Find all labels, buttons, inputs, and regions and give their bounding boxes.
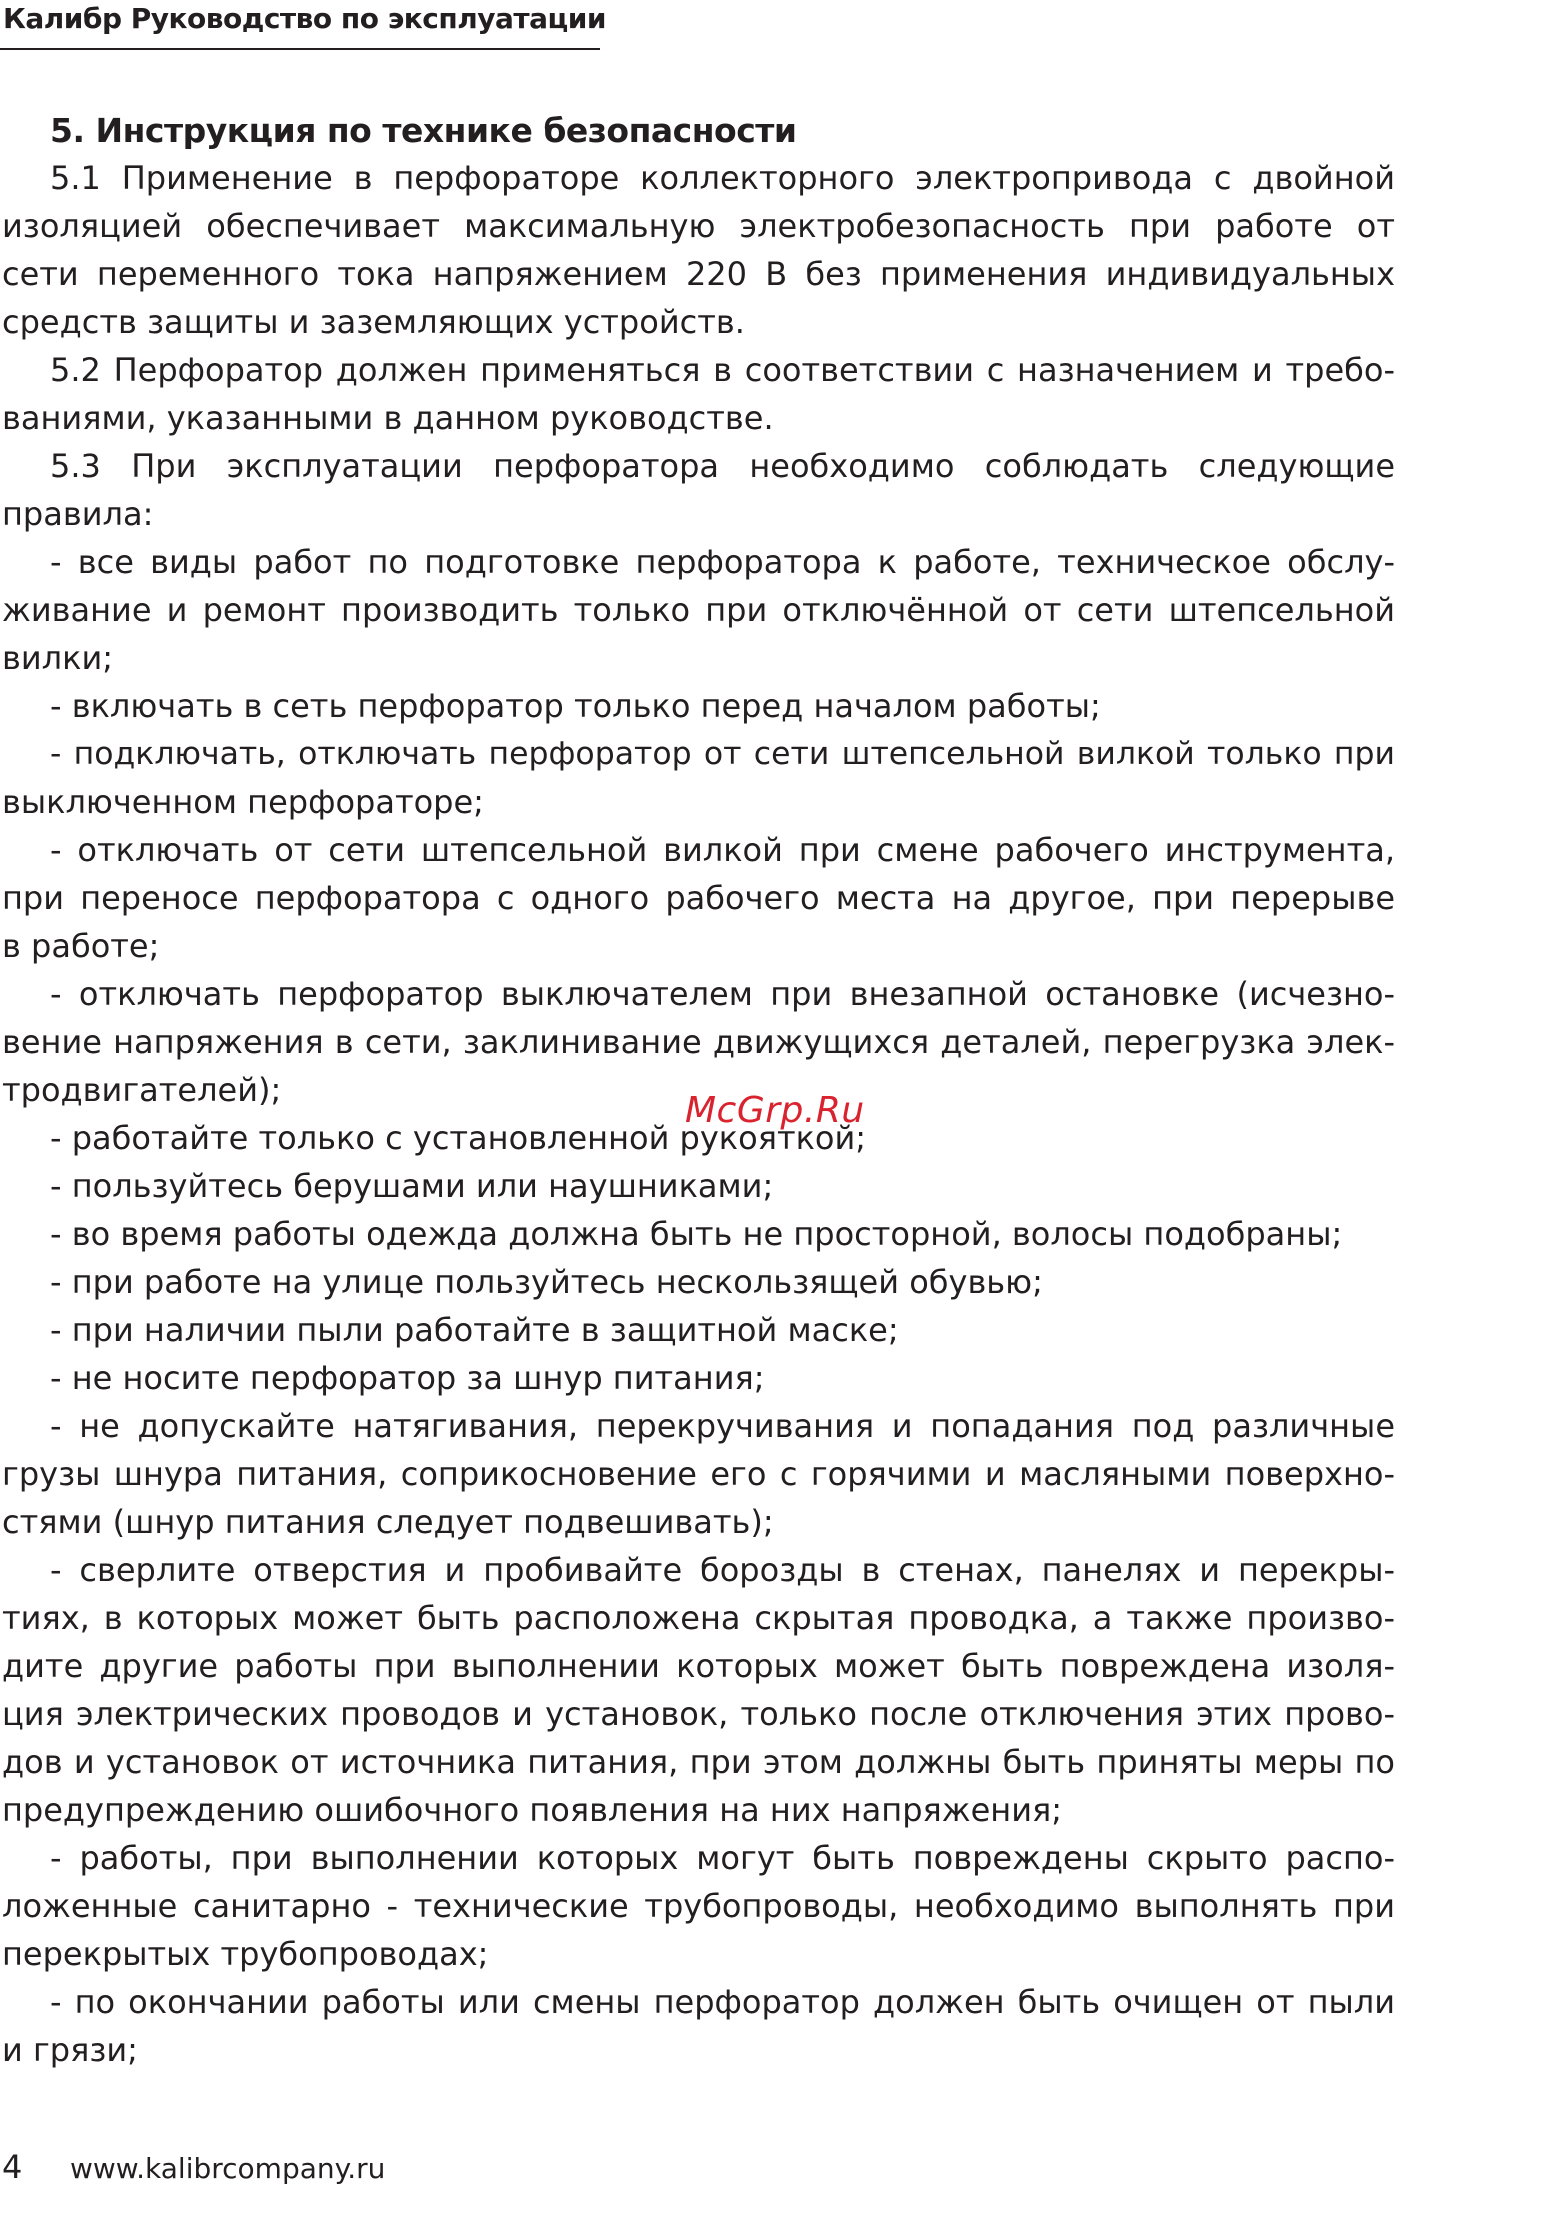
text-line: дите другие работы при выполнении которых может быть повреждена изоля- — [2, 1647, 1395, 1685]
text-line: - отключать от сети штепсельной вилкой при смене рабочего инструмента, — [50, 831, 1395, 869]
text-line: вилки; — [2, 639, 114, 677]
text-line: - включать в сеть перфоратор только перед началом работы; — [50, 687, 1101, 725]
text-line: выключенном перфораторе; — [2, 783, 484, 821]
paragraph — [2, 442, 1395, 538]
paragraph — [2, 826, 1395, 970]
document-title: Калибр Руководство по эксплуатации — [3, 2, 607, 35]
text-line: тродвигателей); — [2, 1071, 282, 1109]
text-line: тиях, в которых может быть расположена скрытая проводка, а также произво- — [2, 1599, 1395, 1637]
page-footer — [0, 2140, 600, 2188]
text-line: - подключать, отключать перфоратор от сети штепсельной вилкой только при — [50, 736, 1395, 772]
paragraph — [2, 538, 1395, 682]
text-line: живание и ремонт производить только при отключённой от сети штепсельной — [2, 591, 1395, 629]
paragraph — [2, 682, 1395, 730]
paragraph — [2, 1210, 1395, 1258]
text-line: - не носите перфоратор за шнур питания; — [50, 1359, 765, 1397]
text-line: перекрытых трубопроводах; — [2, 1935, 489, 1973]
text-line: - работы, при выполнении которых могут быть повреждены скрыто распо- — [50, 1839, 1395, 1877]
paragraph — [2, 1258, 1395, 1306]
paragraph — [2, 1306, 1395, 1354]
paragraph — [2, 1978, 1395, 2074]
text-line: изоляцией обеспечивает максимальную электробезопасность при работе от — [2, 207, 1395, 245]
website-link[interactable]: www.kalibrcompany.ru — [70, 2152, 386, 2185]
text-line: вение напряжения в сети, заклинивание движущихся деталей, перегрузка элек- — [2, 1023, 1395, 1061]
text-line: - не допускайте натягивания, перекручивания и попадания под различные — [50, 1407, 1395, 1445]
text-line: правила: — [2, 495, 154, 533]
paragraph — [2, 346, 1395, 442]
text-line: ваниями, указанными в данном руководстве. — [2, 399, 774, 437]
text-line: - сверлите отверстия и пробивайте борозды в стенах, панелях и перекры- — [50, 1551, 1395, 1589]
text-line: - при наличии пыли работайте в защитной маске; — [50, 1311, 899, 1349]
paragraph — [2, 730, 1395, 826]
text-line: дов и установок от источника питания, при этом должны быть приняты меры по — [2, 1743, 1395, 1781]
text-line: ция электрических проводов и установок, только после отключения этих прово- — [2, 1695, 1395, 1733]
text-line: сети переменного тока напряжением 220 В без применения индивидуальных — [2, 255, 1395, 293]
text-line: 5.3 При эксплуатации перфоратора необходимо соблюдать следующие — [50, 447, 1395, 485]
text-line: стями (шнур питания следует подвешивать); — [2, 1503, 774, 1541]
page-header — [0, 0, 607, 50]
text-line: - при работе на улице пользуйтесь нескользящей обувью; — [50, 1263, 1043, 1301]
text-line: - отключать перфоратор выключателем при внезапной остановке (исчезно- — [50, 975, 1395, 1013]
text-line: ложенные санитарно - технические трубопроводы, необходимо выполнять при — [2, 1887, 1395, 1925]
text-line: 5.1 Применение в перфораторе коллекторного электропривода с двойной — [50, 159, 1395, 197]
page-number: 4 — [2, 2148, 23, 2186]
text-line: - во время работы одежда должна быть не просторной, волосы подобраны; — [50, 1215, 1343, 1253]
section-heading: 5. Инструкция по технике безопасности — [50, 111, 797, 150]
text-line: грузы шнура питания, соприкосновение его с горячими и масляными поверхно- — [2, 1455, 1395, 1493]
text-line: 5.2 Перфоратор должен применяться в соответствии с назначением и требо- — [50, 351, 1395, 389]
paragraph — [2, 154, 1395, 346]
text-line: предупреждению ошибочного появления на них напряжения; — [2, 1791, 1063, 1829]
text-line: средств защиты и заземляющих устройств. — [2, 303, 745, 341]
paragraph — [2, 1834, 1395, 1978]
text-line: при переносе перфоратора с одного рабочего места на другое, при перерыве — [2, 879, 1395, 917]
text-line: - все виды работ по подготовке перфоратора к работе, техническое обслу- — [50, 543, 1395, 581]
paragraph — [2, 1546, 1395, 1834]
paragraph — [2, 1354, 1395, 1402]
text-line: в работе; — [2, 927, 160, 965]
paragraph — [2, 1402, 1395, 1546]
paragraph — [2, 1162, 1395, 1210]
text-line: - пользуйтесь берушами или наушниками; — [50, 1167, 774, 1205]
text-line: и грязи; — [2, 2031, 138, 2069]
text-line: - работайте только с установленной рукояткой; — [50, 1119, 867, 1157]
text-line: - по окончании работы или смены перфоратор должен быть очищен от пыли — [50, 1983, 1395, 2021]
watermark: McGrp.Ru — [685, 1090, 865, 1131]
